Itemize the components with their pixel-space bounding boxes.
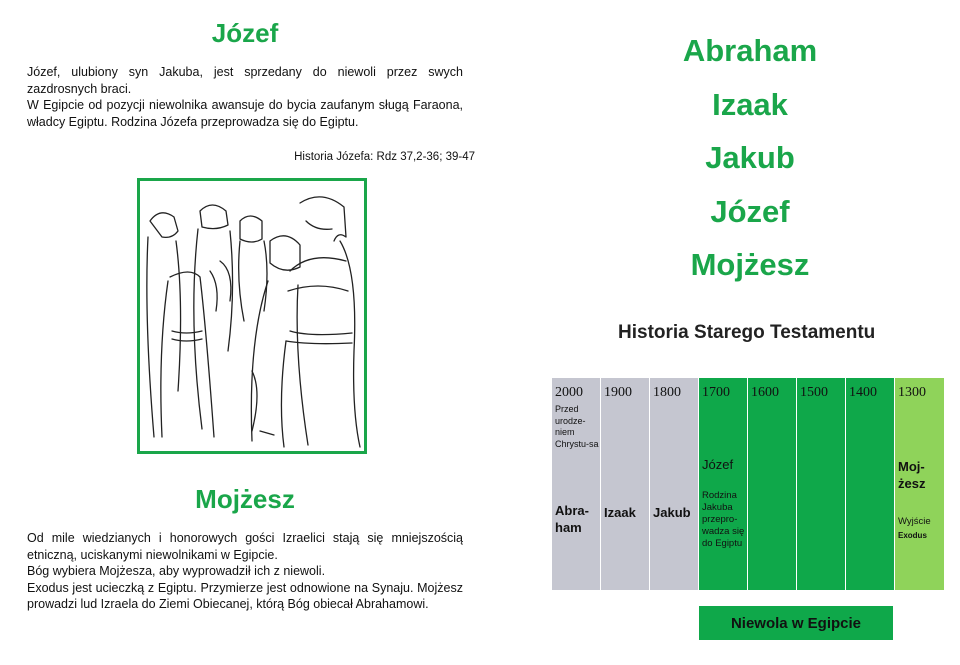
col-name: Józef [702,457,734,472]
year-label: 1800 [653,385,681,400]
joseph-title: Józef [211,18,279,48]
col-name: Izaak [604,505,636,520]
timeline-col-1400 [846,378,895,590]
col-name: Abra-ham [555,503,589,535]
moses-text-1: Od mile wiedzianych i honorowych gości Izraelici stają się mniejszością etniczną, uciskanymi niewolnikami w Egipcie. [27,531,463,562]
moses-title: Mojżesz [195,484,295,514]
name-mojzesz: Mojżesz [690,247,810,282]
timeline-col-1900 [601,378,650,590]
embrace-drawing [140,181,364,451]
year-label: 1600 [751,385,779,400]
year-label: 2000 [555,385,583,400]
timeline-col-1600 [748,378,797,590]
right-page [490,0,960,665]
name-jakub: Jakub [705,140,795,175]
year-label: 1500 [800,385,828,400]
timeline-col-1300 [895,378,944,590]
timeline-col-1800 [650,378,699,590]
joseph-brothers-illustration [137,178,367,454]
before-christ-note: Przed urodze-niem Chrystu-sa [555,404,599,449]
col-name: Jakub [653,505,691,520]
moses-text-3: Exodus jest ucieczką z Egiptu. Przymierze jest odnowione na Synaju. Mojżesz prowadzi lud Izraela do Ziemi Obiecanej, którą Bóg obiecał Abrahamowi. [27,580,463,611]
name-abraham: Abraham [682,33,818,68]
col-note: Wyjście [898,516,931,527]
year-label: 1400 [849,385,877,400]
timeline-table [552,378,944,590]
moses-text-2: Bóg wybiera Mojżesza, aby wyprowadził ich z niewoli. [27,564,326,578]
joseph-text-1: Józef, ulubiony syn Jakuba, jest sprzedany do niewoli przez swych zazdrosnych braci. [27,65,463,96]
timeline-col-2000 [552,378,601,590]
timeline-col-1700 [699,378,748,590]
name-jozef: Józef [710,193,790,229]
year-label: 1300 [898,385,926,400]
name-izaak: Izaak [712,86,788,122]
joseph-paragraph [27,64,463,130]
year-label: 1700 [702,385,730,400]
timeline-col-1500 [797,378,846,590]
moses-paragraph [27,530,463,613]
patriarch-names [490,24,960,292]
history-title: Historia Starego Testamentu [618,322,876,343]
year-label: 1900 [604,385,632,400]
col-note-2: Exodus [898,531,927,540]
col-note: Rodzina Jakuba przepro-wadza się do Egiptu [702,490,745,549]
col-name: Moj-żesz [898,459,926,491]
joseph-text-2: W Egipcie od pozycji niewolnika awansuje do bycia zaufanym sługą Faraona, władcy Egiptu. Rodzina Józefa przeprowadza się do Egiptu. [27,98,463,129]
joseph-reference: Historia Józefa: Rdz 37,2-36; 39-47 [294,151,475,163]
captivity-label: Niewola w Egipcie [699,606,893,640]
